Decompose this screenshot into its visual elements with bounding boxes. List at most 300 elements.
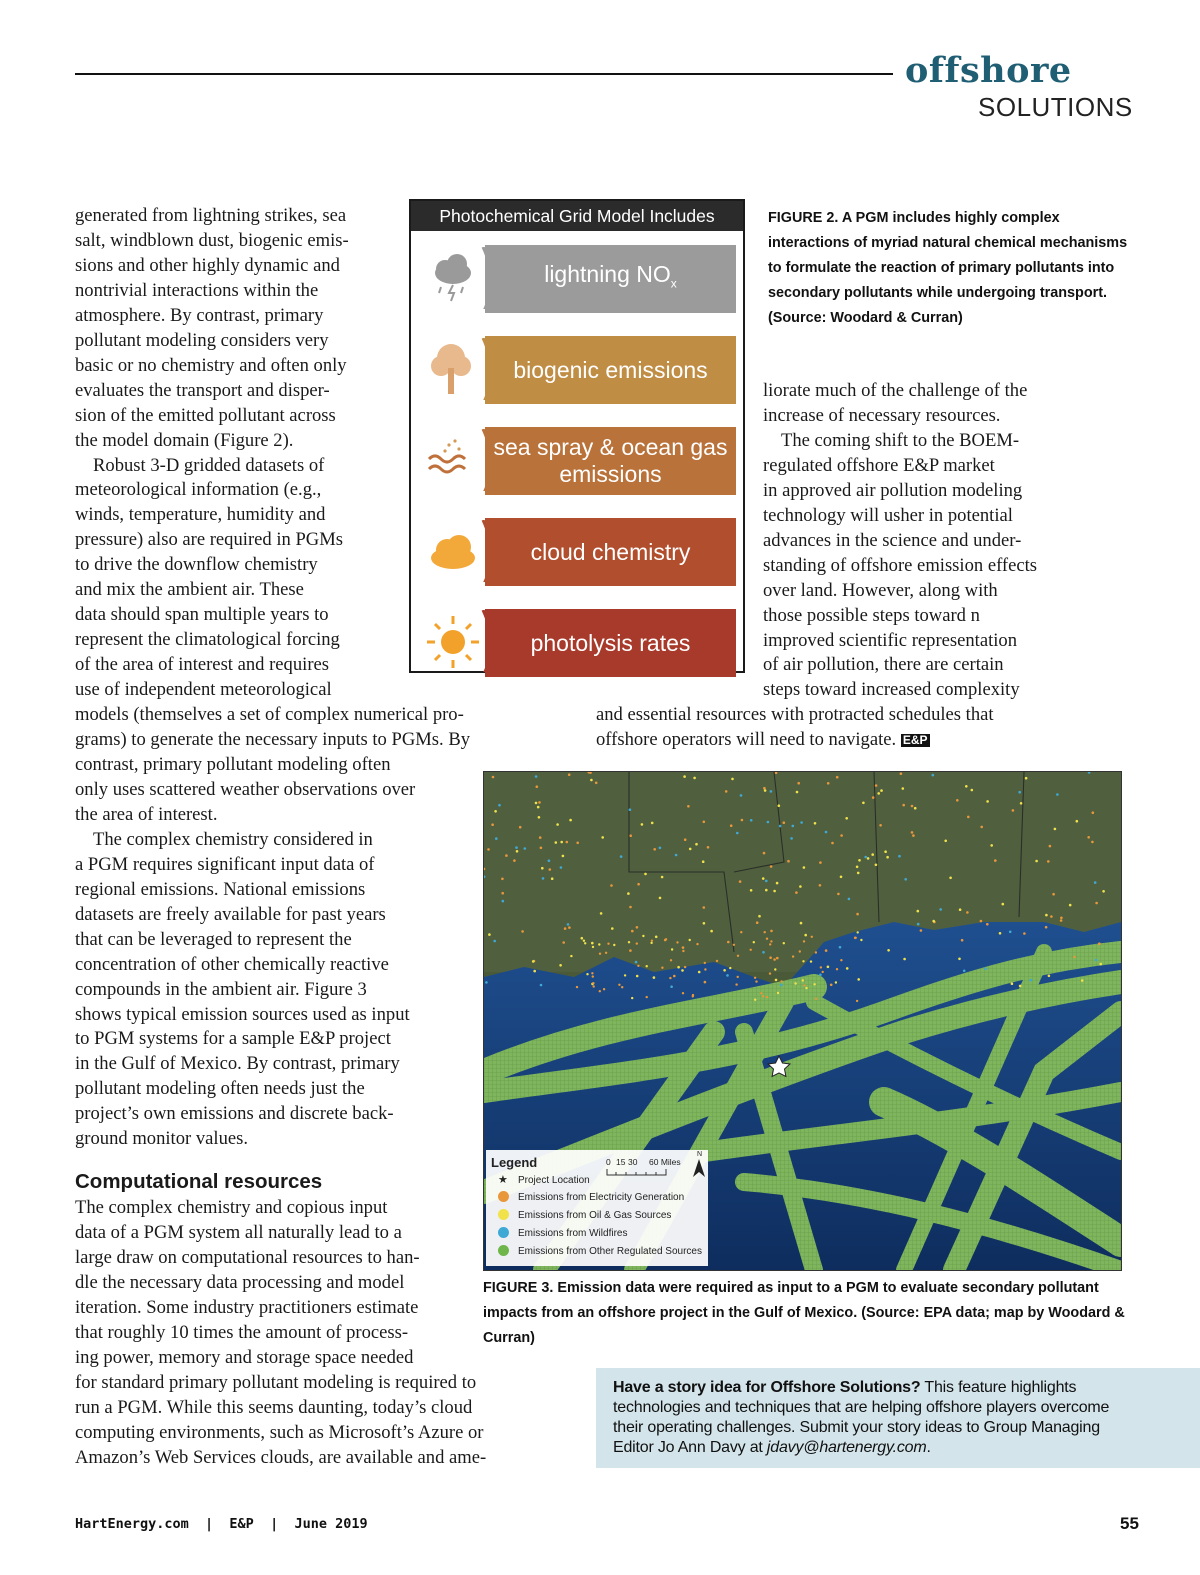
emission-point <box>586 973 588 975</box>
emission-point <box>780 980 782 982</box>
emission-point <box>519 826 522 829</box>
emission-point <box>505 854 508 857</box>
emission-point <box>636 975 639 978</box>
figure-2-graphic <box>409 199 745 673</box>
text-line: steps toward increased complexity <box>763 679 1020 701</box>
emission-point <box>803 984 805 986</box>
emission-point <box>549 868 552 871</box>
story-idea-body: This feature highlights technologies and techniques that are helping offshore players overcome their operating challenges. Submit your story ideas to Group Managing Editor Jo Ann Davy at <box>613 1379 1110 1456</box>
emission-point <box>1073 956 1076 959</box>
emission-point <box>917 923 920 926</box>
text-line: meteorological information (e.g., <box>75 479 322 501</box>
emission-point <box>770 790 773 793</box>
emission-point <box>756 921 759 924</box>
emission-point <box>629 834 632 837</box>
emission-point <box>840 834 843 837</box>
paragraph <box>763 379 1093 429</box>
emission-point <box>762 877 765 880</box>
emission-point <box>494 810 497 813</box>
emission-point <box>741 819 744 822</box>
emission-point <box>783 942 785 944</box>
emission-point <box>1099 963 1102 966</box>
emission-point <box>642 935 644 937</box>
emission-point <box>790 837 793 840</box>
emission-point <box>769 956 772 959</box>
emission-point <box>867 857 870 860</box>
emission-point <box>815 951 817 953</box>
text-line: improved scientific representation <box>763 629 1018 651</box>
emission-point <box>629 949 632 952</box>
emission-point <box>603 988 605 990</box>
emission-point <box>839 946 842 949</box>
emission-point <box>813 983 815 985</box>
band-photolysis <box>485 609 736 677</box>
emission-point <box>831 842 834 845</box>
emission-point <box>836 968 838 970</box>
text-line: advances in the science and under- <box>763 529 1022 551</box>
emission-point <box>729 967 731 969</box>
emission-point <box>568 926 571 929</box>
emission-point <box>501 892 504 895</box>
emission-point <box>621 986 623 988</box>
emission-point <box>805 987 807 989</box>
text-line: sion of the emitted pollutant across <box>75 404 336 426</box>
emission-point <box>880 789 883 792</box>
text-line: basic or no chemistry and often only <box>75 354 347 376</box>
emission-point <box>569 819 572 822</box>
text-line: of the area of interest and requires <box>75 654 329 676</box>
emission-point <box>1045 926 1048 929</box>
emission-point <box>770 865 773 868</box>
text-line: those possible steps toward n <box>763 604 980 626</box>
emission-point <box>814 822 817 825</box>
emission-point <box>856 913 859 916</box>
text-line: that can be leveraged to represent the <box>75 928 352 950</box>
emission-point <box>559 964 562 967</box>
page-number: 55 <box>1120 1514 1139 1533</box>
emission-point <box>904 878 907 881</box>
emission-point <box>591 972 593 974</box>
legend-item-label: Project Location <box>518 1175 590 1186</box>
emission-point <box>902 787 905 790</box>
emission-point <box>755 980 757 982</box>
text-line: and essential resources with protracted schedules that <box>596 704 994 725</box>
emission-point <box>677 966 680 969</box>
emission-point <box>799 950 801 952</box>
emission-point <box>515 846 518 849</box>
text-line: over land. However, along with <box>763 579 998 601</box>
emission-point <box>644 873 647 876</box>
emission-point <box>911 831 914 834</box>
emission-point <box>631 997 633 999</box>
text-line: a PGM requires significant input data of <box>75 853 375 875</box>
emission-point <box>488 933 491 936</box>
emission-point <box>1030 979 1033 982</box>
emission-point <box>766 996 768 998</box>
emission-point <box>607 943 609 945</box>
emission-point <box>1023 932 1026 935</box>
emission-point <box>590 779 593 782</box>
emission-point <box>1045 914 1048 917</box>
emission-point <box>800 922 803 925</box>
emission-point <box>990 844 993 847</box>
text-line: ground monitor values. <box>75 1128 248 1150</box>
emission-point <box>902 804 905 807</box>
text-line: The coming shift to the BOEM- <box>781 429 1020 451</box>
emission-point <box>872 796 875 799</box>
emission-point <box>562 941 565 944</box>
text-line: large draw on computational resources to han- <box>75 1247 420 1269</box>
text-line: technology will usher in potential <box>763 504 1013 526</box>
emission-point <box>613 944 615 946</box>
band-label-sub: x <box>670 276 677 291</box>
emission-point <box>548 859 551 862</box>
emission-point <box>725 790 728 793</box>
emission-point <box>802 960 804 962</box>
legend-item <box>498 1227 627 1239</box>
text-line: use of independent meteorological <box>75 679 332 701</box>
emission-point <box>796 791 799 794</box>
emission-point <box>827 966 830 969</box>
emission-point <box>737 976 739 978</box>
emission-point <box>682 950 684 952</box>
emission-point <box>598 943 600 945</box>
legend-item-label: Emissions from Oil & Gas Sources <box>518 1210 672 1221</box>
text-fragment: offshore operators will need to navigate. <box>596 728 897 750</box>
emission-point <box>593 985 595 987</box>
emission-point <box>840 876 843 879</box>
text-line: regional emissions. National emissions <box>75 878 366 900</box>
storm-cloud-icon <box>423 247 485 309</box>
emission-point <box>487 848 490 851</box>
emission-point <box>682 992 684 994</box>
emission-point <box>797 782 800 785</box>
emission-point <box>646 996 648 998</box>
emission-point <box>689 848 692 851</box>
header-rule <box>75 73 893 75</box>
emission-point <box>764 931 766 933</box>
emission-point <box>687 805 690 808</box>
text-line: data of a PGM system all naturally lead to a <box>75 1222 402 1244</box>
emission-point <box>994 859 997 862</box>
figure-3-caption: FIGURE 3. Emission data were required as input to a PGM to evaluate secondary pollutant impacts from an offshore project in the Gulf of Mexico. (Source: EPA data; map by Woodard & Curran) <box>483 1280 1125 1346</box>
emission-point <box>692 995 694 997</box>
emission-point <box>765 889 768 892</box>
emission-point <box>758 915 761 918</box>
text-line: ing power, memory and storage space needed <box>75 1346 414 1368</box>
emission-point <box>944 840 947 843</box>
article-ending <box>596 703 1076 753</box>
scale-label: 60 Miles <box>649 1157 681 1167</box>
emission-point <box>803 940 805 942</box>
legend-item <box>498 1209 671 1221</box>
text-line: liorate much of the challenge of the <box>763 380 1028 401</box>
emission-point <box>670 959 672 961</box>
emission-point <box>659 897 662 900</box>
band-label <box>544 261 677 298</box>
band-sea-spray <box>485 427 736 495</box>
emission-point <box>671 948 673 950</box>
text-line: represent the climatological forcing <box>75 629 340 651</box>
emission-point <box>684 838 687 841</box>
emission-point <box>770 930 773 933</box>
emission-point <box>540 984 543 987</box>
text-line: in approved air pollution modeling <box>763 479 1023 501</box>
text-line: datasets are freely available for past years <box>75 903 386 925</box>
emission-point <box>591 942 594 945</box>
emission-point <box>966 911 969 914</box>
emission-point <box>676 941 678 943</box>
emission-point <box>599 953 601 955</box>
emission-point <box>620 855 623 858</box>
emission-point <box>661 967 663 969</box>
emission-point <box>1002 903 1005 906</box>
emission-point <box>599 990 601 992</box>
emission-point <box>1020 802 1023 805</box>
emission-point <box>665 938 667 940</box>
emission-point <box>1060 919 1063 922</box>
emission-point <box>774 968 776 970</box>
emission-point <box>762 995 764 997</box>
emission-point <box>887 949 890 952</box>
emission-point <box>568 773 571 776</box>
text-line: dle the necessary data processing and model <box>75 1272 405 1294</box>
emission-point <box>932 920 935 923</box>
scale-label: 0 <box>606 1157 611 1167</box>
emission-point <box>803 866 806 869</box>
emission-point <box>726 974 729 977</box>
emission-point <box>570 955 572 957</box>
emission-point <box>735 983 737 985</box>
emission-point <box>540 847 543 850</box>
emission-point <box>495 837 498 840</box>
emission-point <box>651 822 654 825</box>
emission-point <box>949 877 952 880</box>
emission-point <box>560 841 563 844</box>
emission-point <box>1025 777 1028 780</box>
emission-point <box>704 981 707 984</box>
emission-point <box>857 978 860 981</box>
emission-point <box>538 801 541 804</box>
emission-point <box>556 823 559 826</box>
emission-point <box>584 942 586 944</box>
emission-point <box>1095 959 1098 962</box>
emission-point <box>716 960 718 962</box>
emission-point <box>986 800 989 803</box>
text-line: The complex chemistry and copious input <box>75 1197 388 1219</box>
emission-point <box>491 823 494 826</box>
emission-point <box>958 958 961 961</box>
text-line: generated from lightning strikes, sea <box>75 205 347 226</box>
legend-dot-icon <box>498 1245 509 1256</box>
text-line: The complex chemistry considered in <box>93 828 373 850</box>
legend-dot-icon <box>498 1227 509 1238</box>
band-label-text: lightning NO <box>544 260 671 287</box>
paragraph <box>763 429 1093 703</box>
emission-point <box>576 842 579 845</box>
emission-point <box>1011 982 1014 985</box>
emission-point <box>1009 931 1012 934</box>
text-line: only uses scattered weather observations over <box>75 778 416 800</box>
emission-point <box>963 970 966 973</box>
emission-point <box>562 855 565 858</box>
figure-2-caption: FIGURE 2. A PGM includes highly complex interactions of myriad natural chemical mechanisms to formulate the reaction of primary pollutants into secondary pollutants while undergoing transport. (Source: Woodard & Curran) <box>768 210 1128 326</box>
emission-point <box>800 821 803 824</box>
emission-point <box>535 775 538 778</box>
emission-point <box>629 906 632 909</box>
emission-point <box>971 789 974 792</box>
emission-point <box>730 824 733 827</box>
emission-point <box>611 927 614 930</box>
scale-bar <box>606 1167 686 1177</box>
emission-point <box>739 880 742 883</box>
emission-point <box>646 965 648 967</box>
emission-point <box>860 939 862 941</box>
emission-point <box>959 908 962 911</box>
story-idea-text <box>613 1378 1133 1458</box>
text-line: shows typical emission sources used as input <box>75 1003 410 1025</box>
emission-point <box>792 825 795 828</box>
emission-point <box>670 985 673 988</box>
text-line: standing of offshore emission effects <box>763 554 1038 576</box>
emission-point <box>984 967 987 970</box>
emission-point <box>864 856 867 859</box>
legend-item-label: Emissions from Wildfires <box>518 1228 628 1239</box>
emission-point <box>875 784 878 787</box>
emission-point <box>661 876 664 879</box>
emission-point <box>815 998 817 1000</box>
scale-label: 30 <box>628 1157 638 1167</box>
emission-point <box>795 891 798 894</box>
emission-point <box>750 889 753 892</box>
text-line: pollutant modeling considers very <box>75 329 329 351</box>
emission-point <box>698 971 701 974</box>
article-column-right <box>763 379 1093 703</box>
emission-point <box>879 824 882 827</box>
emission-point <box>650 942 652 944</box>
emission-point <box>819 974 822 977</box>
emission-point <box>769 972 771 974</box>
emission-point <box>1052 893 1055 896</box>
emission-point <box>740 931 742 933</box>
emission-point <box>1018 791 1021 794</box>
emission-point <box>917 910 920 913</box>
emission-point <box>776 957 779 960</box>
emission-point <box>1060 917 1063 920</box>
emission-point <box>1092 811 1095 814</box>
emission-point <box>986 923 989 926</box>
emission-point <box>485 981 488 984</box>
section-title: offshore <box>905 50 1072 91</box>
emission-point <box>848 898 851 901</box>
emission-point <box>516 850 519 853</box>
story-idea-end: . <box>926 1439 931 1456</box>
emission-point <box>754 977 756 979</box>
emission-point <box>536 785 539 788</box>
emission-point <box>884 850 887 853</box>
emission-point <box>862 802 865 805</box>
text-line: computing environments, such as Microsoft’s Azure or <box>75 1421 484 1443</box>
emission-point <box>513 859 516 862</box>
text-line: Robust 3-D gridded datasets of <box>93 454 325 476</box>
text-line: in the Gulf of Mexico. By contrast, primary <box>75 1053 400 1075</box>
emission-point <box>754 999 756 1001</box>
emission-point <box>576 986 578 988</box>
emission-point <box>787 860 790 863</box>
emission-point <box>855 937 857 939</box>
emission-point <box>825 949 828 952</box>
tree-icon <box>423 338 485 400</box>
emission-point <box>689 939 691 941</box>
text-line: concentration of other chemically reactive <box>75 953 389 975</box>
emission-point <box>636 942 638 944</box>
emission-point <box>857 872 860 875</box>
emission-point <box>595 782 598 785</box>
emission-point <box>845 817 848 820</box>
emission-point <box>493 940 496 943</box>
text-line: nontrivial interactions within the <box>75 279 319 301</box>
editor-email-link[interactable]: jdavy@hartenergy.com <box>766 1439 927 1456</box>
text-line: data should span multiple years to <box>75 604 329 626</box>
emission-point <box>753 941 755 943</box>
emission-point <box>704 968 706 970</box>
story-idea-lead: Have a story idea for Offshore Solutions? <box>613 1379 921 1396</box>
emission-point <box>631 930 634 933</box>
emission-point <box>840 959 842 961</box>
emission-point <box>811 936 813 938</box>
emission-point <box>780 984 783 987</box>
emission-point <box>1087 836 1090 839</box>
emission-point <box>762 951 765 954</box>
emission-point <box>727 941 730 944</box>
emission-point <box>524 847 527 850</box>
emission-point <box>555 841 558 844</box>
emission-point <box>775 979 778 982</box>
emission-point <box>932 774 935 777</box>
emission-point <box>1091 841 1094 844</box>
emission-point <box>836 776 839 779</box>
legend-item <box>498 1245 702 1257</box>
emission-point <box>1094 881 1097 884</box>
text-line: evaluates the transport and disper- <box>75 379 330 401</box>
emission-point <box>736 832 739 835</box>
emission-point <box>498 804 501 807</box>
emission-point <box>903 958 906 961</box>
emission-point <box>740 794 743 797</box>
emission-point <box>1056 793 1059 796</box>
emission-point <box>733 944 735 946</box>
emission-point <box>521 930 524 933</box>
figure-3-map <box>483 771 1122 1271</box>
emission-point <box>703 821 706 824</box>
emission-point <box>767 821 770 824</box>
emission-point <box>675 854 678 857</box>
emission-point <box>911 805 914 808</box>
emission-point <box>703 922 706 925</box>
north-arrow-icon <box>692 1159 706 1179</box>
emission-point <box>1050 915 1053 918</box>
emission-point <box>601 836 604 839</box>
star-icon: ★ <box>498 1174 508 1186</box>
waves-icon <box>423 429 485 491</box>
emission-point <box>773 958 776 961</box>
emission-point <box>763 787 766 790</box>
text-line: and mix the ambient air. These <box>75 579 304 601</box>
emission-point <box>792 955 794 957</box>
emission-point <box>682 946 685 949</box>
legend-dot-icon <box>498 1191 509 1202</box>
emission-point <box>502 900 505 903</box>
